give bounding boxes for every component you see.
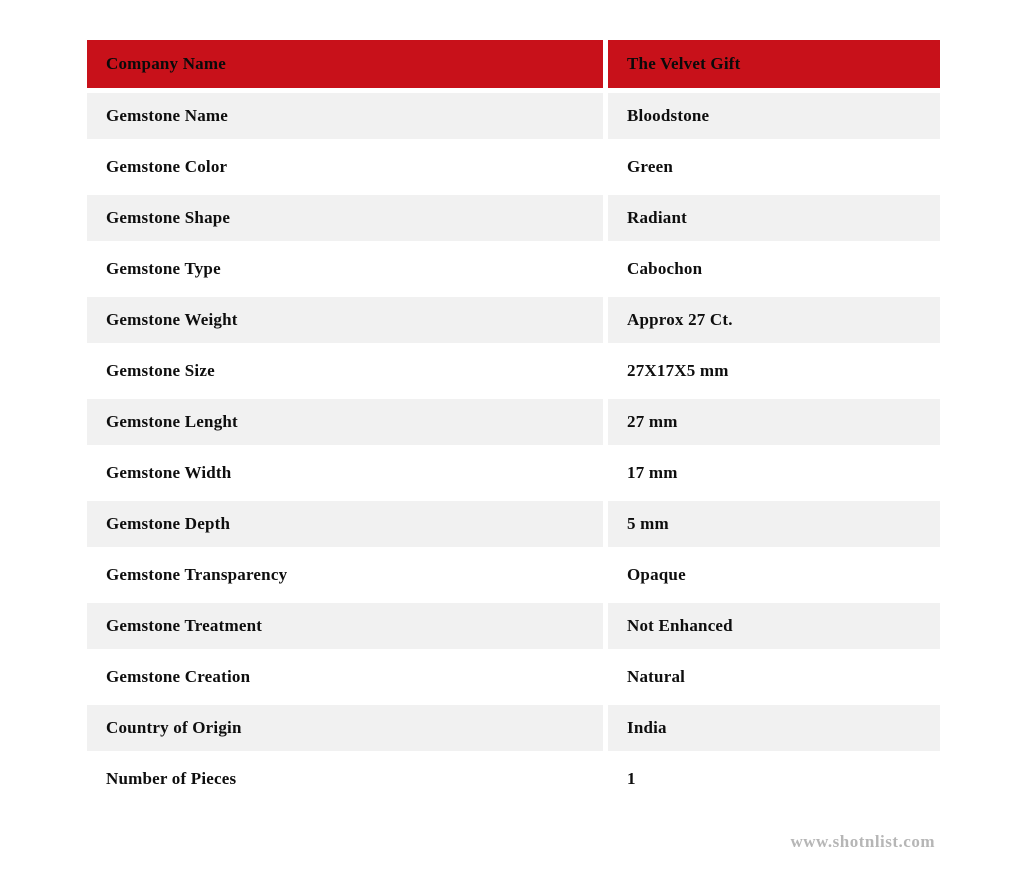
table-row-label: Gemstone Width: [87, 450, 603, 496]
table-row-value: Not Enhanced: [608, 603, 940, 649]
table-row-label: Gemstone Transparency: [87, 552, 603, 598]
table-row-label: Gemstone Shape: [87, 195, 603, 241]
table-row-label: Gemstone Depth: [87, 501, 603, 547]
table-header-value-cell: The Velvet Gift: [608, 40, 940, 88]
table-row-label: Gemstone Lenght: [87, 399, 603, 445]
table-header-label-cell: Company Name: [87, 40, 603, 88]
table-row-label: Number of Pieces: [87, 756, 603, 802]
table-row-value: Bloodstone: [608, 93, 940, 139]
table-row-label: Gemstone Creation: [87, 654, 603, 700]
table-row-label: Gemstone Type: [87, 246, 603, 292]
table-row-label: Gemstone Color: [87, 144, 603, 190]
table-row-value: Radiant: [608, 195, 940, 241]
table-row-value: Approx 27 Ct.: [608, 297, 940, 343]
table-row-value: 27X17X5 mm: [608, 348, 940, 394]
table-row-value: India: [608, 705, 940, 751]
table-row-label: Gemstone Weight: [87, 297, 603, 343]
table-row-value: 27 mm: [608, 399, 940, 445]
table-row-label: Gemstone Size: [87, 348, 603, 394]
table-row-value: 1: [608, 756, 940, 802]
table-row-value: 5 mm: [608, 501, 940, 547]
table-row-value: Natural: [608, 654, 940, 700]
table-row-label: Gemstone Name: [87, 93, 603, 139]
table-row-label: Country of Origin: [87, 705, 603, 751]
table-row-label: Gemstone Treatment: [87, 603, 603, 649]
gemstone-spec-table: [87, 40, 940, 802]
watermark-text: www.shotnlist.com: [790, 832, 935, 851]
table-row-value: Cabochon: [608, 246, 940, 292]
table-row-value: Green: [608, 144, 940, 190]
table-row-value: 17 mm: [608, 450, 940, 496]
table-row-value: Opaque: [608, 552, 940, 598]
